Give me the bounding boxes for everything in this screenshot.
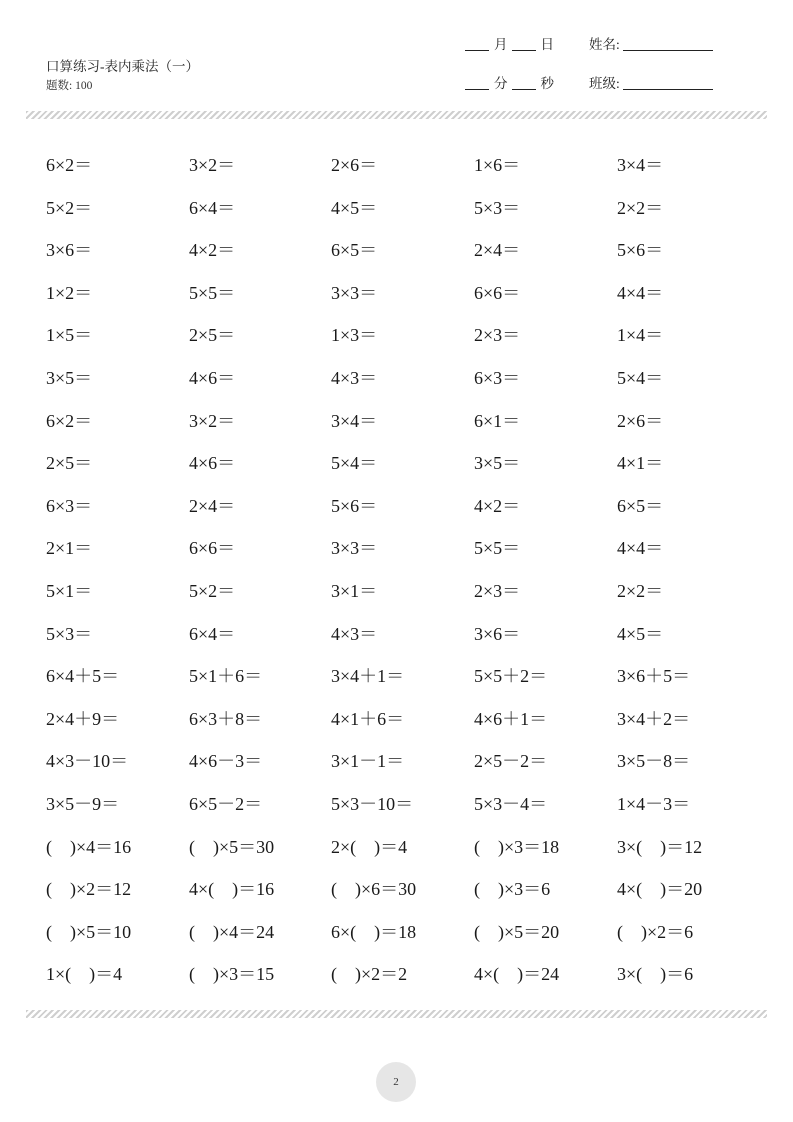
problem-item: 5×2＝	[46, 197, 93, 218]
class-blank[interactable]	[623, 89, 713, 90]
problem-item: 4×6＝	[189, 368, 236, 388]
problem-item: 5×3＝	[474, 197, 521, 218]
date-field	[465, 33, 558, 53]
problem-item: 1×6＝	[474, 155, 521, 175]
worksheet-title: 口算练习-表内乘法（一）	[46, 59, 199, 74]
problem-item: 6×3＝	[46, 495, 93, 516]
problem-item: ( )×5＝30	[189, 836, 275, 857]
problem-item: 2×4＝	[189, 495, 236, 516]
problem-item: 4×2＝	[189, 240, 236, 261]
problem-item: 5×5＋2＝	[474, 666, 548, 687]
problem-row	[0, 705, 793, 735]
problem-item: 4×4＝	[617, 538, 664, 559]
problem-item: 3×2＝	[189, 410, 236, 431]
problem-row	[0, 151, 793, 181]
minute-label: 分	[494, 76, 508, 91]
problem-item: 3×5－9＝	[46, 794, 120, 814]
problem-row	[0, 875, 793, 905]
problem-item: ( )×4＝24	[189, 921, 275, 942]
problem-item: 3×6＝	[46, 240, 93, 261]
problem-item: 2×4＋9＝	[46, 708, 120, 729]
problem-row	[0, 194, 793, 224]
page-number: 2	[376, 1062, 416, 1102]
problem-item: 3×5＝	[46, 368, 93, 388]
problem-item: 4×6－3＝	[189, 751, 263, 772]
problem-row	[0, 620, 793, 650]
problem-item: 3×4＋2＝	[617, 708, 691, 729]
problem-item: 2×2＝	[617, 197, 664, 218]
problem-item: ( )×3＝18	[474, 836, 560, 857]
problem-item: 6×3＋8＝	[189, 708, 263, 729]
problem-item: ( )×5＝10	[46, 921, 132, 942]
problem-item: 3×3＝	[331, 538, 378, 559]
class-label: 班级:	[589, 76, 620, 91]
problem-item: 6×5＝	[331, 240, 378, 261]
problem-item: 5×6＝	[331, 495, 378, 516]
problem-item: 1×5＝	[46, 325, 93, 346]
problem-item: 5×3＝	[46, 623, 93, 644]
problem-item: 6×4＝	[189, 623, 236, 644]
name-label: 姓名:	[589, 37, 620, 52]
problem-item: 5×6＝	[617, 240, 664, 261]
month-blank[interactable]	[465, 50, 489, 51]
problem-item: 3×1＝	[331, 581, 378, 601]
day-label: 日	[540, 37, 554, 52]
problem-item: 2×1＝	[46, 538, 93, 559]
problem-item: 4×3－10＝	[46, 751, 129, 772]
month-label: 月	[494, 37, 508, 52]
problem-row	[0, 364, 793, 394]
problem-item: 3×5－8＝	[617, 751, 691, 772]
problem-row	[0, 833, 793, 863]
problem-item: 1×4－3＝	[617, 794, 691, 814]
problem-row	[0, 790, 793, 820]
problem-item: 4×4＝	[617, 282, 664, 303]
problem-item: 5×1＋6＝	[189, 666, 263, 687]
problem-item: 2×2＝	[617, 581, 664, 601]
problem-item: 3×3＝	[331, 282, 378, 303]
problem-item: ( )×4＝16	[46, 836, 132, 857]
question-count: 题数: 100	[46, 80, 93, 92]
day-blank[interactable]	[512, 50, 536, 51]
problem-item: 5×5＝	[474, 538, 521, 559]
problem-item: 1×2＝	[46, 282, 93, 303]
problem-item: 3×( )＝12	[617, 836, 703, 857]
problem-item: 3×2＝	[189, 155, 236, 175]
problem-item: 3×5＝	[474, 453, 521, 474]
problem-row	[0, 279, 793, 309]
problem-row	[0, 662, 793, 692]
problem-item: 4×5＝	[331, 197, 378, 218]
problem-item: 5×2＝	[189, 581, 236, 601]
problem-item: 1×3＝	[331, 325, 378, 346]
problem-item: 5×5＝	[189, 282, 236, 303]
minute-blank[interactable]	[465, 89, 489, 90]
problem-item: 6×3＝	[474, 368, 521, 388]
problem-row	[0, 960, 793, 990]
problem-item: 6×2＝	[46, 410, 93, 431]
problem-item: 3×4＝	[617, 155, 664, 175]
problem-row	[0, 321, 793, 351]
class-field	[589, 72, 713, 92]
name-blank[interactable]	[623, 50, 713, 51]
problem-item: ( )×2＝12	[46, 879, 132, 900]
problem-row	[0, 534, 793, 564]
problem-item: 2×( )＝4	[331, 836, 408, 857]
problem-row	[0, 918, 793, 948]
problem-item: 4×( )＝24	[474, 964, 560, 985]
problem-item: 4×5＝	[617, 623, 664, 644]
problem-item: 5×1＝	[46, 581, 93, 601]
problem-item: 6×6＝	[189, 538, 236, 559]
problem-item: 4×2＝	[474, 495, 521, 516]
name-field	[589, 33, 713, 53]
problem-item: 3×1－1＝	[331, 751, 405, 772]
problem-item: 4×1＋6＝	[331, 708, 405, 729]
problem-row	[0, 492, 793, 522]
problem-item: 6×4＝	[189, 197, 236, 218]
problem-row	[0, 449, 793, 479]
problem-item: 5×3－10＝	[331, 794, 414, 814]
problem-item: 3×4＋1＝	[331, 666, 405, 687]
problem-item: 6×5＝	[617, 495, 664, 516]
problem-item: 2×3＝	[474, 325, 521, 346]
problem-item: 1×( )＝4	[46, 964, 123, 985]
problem-item: 6×4＋5＝	[46, 666, 120, 687]
time-field	[465, 72, 558, 92]
problem-item: ( )×3＝6	[474, 879, 551, 900]
problem-item: 3×( )＝6	[617, 964, 694, 985]
problem-item: 4×3＝	[331, 623, 378, 644]
problem-row	[0, 407, 793, 437]
problem-item: 4×( )＝20	[617, 879, 703, 900]
worksheet-header	[0, 0, 793, 110]
problem-item: ( )×2＝2	[331, 964, 408, 985]
problem-item: 1×4＝	[617, 325, 664, 346]
problem-item: ( )×3＝15	[189, 964, 275, 985]
problem-item: 6×5－2＝	[189, 794, 263, 814]
second-blank[interactable]	[512, 89, 536, 90]
problem-item: ( )×5＝20	[474, 921, 560, 942]
problem-item: 4×( )＝16	[189, 879, 275, 900]
problem-item: 6×6＝	[474, 282, 521, 303]
problem-item: 6×2＝	[46, 155, 93, 175]
problem-item: 4×3＝	[331, 368, 378, 388]
problem-item: 3×6＝	[474, 623, 521, 644]
problem-item: 2×6＝	[617, 410, 664, 431]
problem-item: 5×4＝	[617, 368, 664, 388]
problem-item: 2×5－2＝	[474, 751, 548, 772]
problem-row	[0, 577, 793, 607]
bottom-divider	[26, 1010, 767, 1018]
problem-item: 3×4＝	[331, 410, 378, 431]
problem-item: 4×1＝	[617, 453, 664, 474]
problem-item: 6×1＝	[474, 410, 521, 431]
problem-item: 2×6＝	[331, 155, 378, 175]
problem-item: 3×6＋5＝	[617, 666, 691, 687]
problem-item: 6×( )＝18	[331, 921, 417, 942]
problem-row	[0, 236, 793, 266]
problem-item: 2×3＝	[474, 581, 521, 601]
problem-item: 5×3－4＝	[474, 794, 548, 814]
top-divider	[26, 111, 767, 119]
problem-item: ( )×2＝6	[617, 921, 694, 942]
problem-item: ( )×6＝30	[331, 879, 417, 900]
problem-item: 5×4＝	[331, 453, 378, 474]
second-label: 秒	[540, 76, 554, 91]
problem-item: 4×6＝	[189, 453, 236, 474]
problem-item: 2×5＝	[46, 453, 93, 474]
problem-item: 2×4＝	[474, 240, 521, 261]
problem-item: 4×6＋1＝	[474, 708, 548, 729]
problem-row	[0, 747, 793, 777]
problem-item: 2×5＝	[189, 325, 236, 346]
